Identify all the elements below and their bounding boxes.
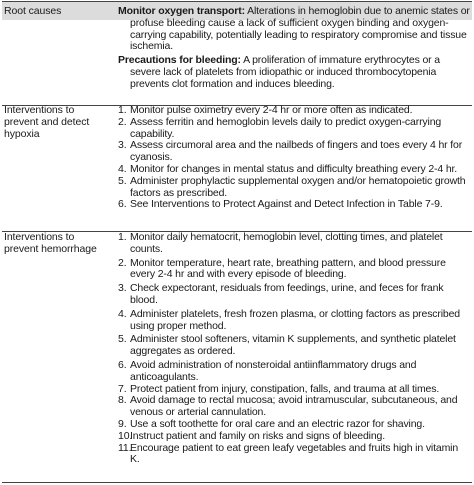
list-item bbox=[118, 176, 470, 200]
item-number: 3. bbox=[118, 282, 127, 295]
item-number: 2. bbox=[118, 115, 127, 128]
item-text: Monitor daily hematocrit, hemoglobin level, clotting times, and platelet counts. bbox=[130, 231, 443, 255]
item-number: 5. bbox=[118, 174, 127, 187]
paragraph-heading: Monitor oxygen transport: bbox=[118, 5, 245, 17]
intervention-list bbox=[118, 105, 470, 211]
list-item bbox=[118, 334, 470, 358]
paragraph-text: Alterations in hemoglobin due to anemic states or profuse bleeding cause a lack of sufficient oxygen binding and oxygen-carrying capability, potentially leading to respiratory compromise and tissue ischemia. bbox=[130, 5, 470, 53]
list-item bbox=[118, 283, 470, 307]
item-text: Avoid damage to rectal mucosa; avoid intramuscular, subcutaneous, and venous or arterial cannulation. bbox=[130, 394, 458, 419]
item-text: Encourage patient to eat green leafy vegetables and fruits high in vitamin K. bbox=[130, 441, 459, 466]
item-text: Instruct patient and family on risks and signs of bleeding. bbox=[130, 429, 385, 442]
item-number: 6. bbox=[118, 198, 127, 211]
item-number: 10. bbox=[118, 429, 133, 442]
row-label: Root causes bbox=[4, 5, 62, 17]
intervention-list bbox=[118, 232, 470, 466]
table-row-root-causes bbox=[2, 2, 472, 106]
paragraph-bleeding-precautions bbox=[118, 55, 470, 90]
item-number: 6. bbox=[118, 358, 127, 371]
care-table bbox=[2, 1, 472, 483]
item-number: 5. bbox=[118, 333, 127, 346]
paragraph-heading: Precautions for bleeding: bbox=[118, 54, 241, 67]
item-text: Administer platelets, fresh frozen plasma, or clotting factors as prescribed using proper method. bbox=[130, 307, 460, 332]
item-text: Assess ferritin and hemoglobin levels daily to predict oxygen-carrying capability. bbox=[130, 115, 442, 140]
item-text: Monitor temperature, heart rate, breathing pattern, and blood pressure every 2-4 hr and with every episode of bleeding. bbox=[130, 256, 446, 281]
row-content bbox=[118, 6, 470, 91]
item-text: Monitor pulse oximetry every 2-4 hr or more often as indicated. bbox=[130, 104, 413, 116]
item-number: 1. bbox=[118, 104, 127, 116]
item-number: 2. bbox=[118, 256, 127, 269]
item-text: Avoid administration of nonsteroidal antiinflammatory drugs and anticoagulants. bbox=[130, 358, 417, 383]
list-item bbox=[118, 309, 470, 333]
table-row-hypoxia bbox=[2, 105, 472, 232]
list-item bbox=[118, 395, 470, 419]
item-number: 11. bbox=[118, 441, 132, 454]
item-number: 4. bbox=[118, 307, 127, 320]
list-item bbox=[118, 140, 470, 164]
list-item bbox=[118, 117, 470, 141]
row-content bbox=[118, 105, 470, 211]
item-text: Administer prophylactic supplemental oxygen and/or hematopoietic growth factors as prescribed. bbox=[130, 174, 466, 199]
table-row-hemorrhage bbox=[2, 231, 472, 482]
item-number: 9. bbox=[118, 417, 127, 430]
item-text: Check expectorant, residuals from feedings, urine, and feces for frank blood. bbox=[130, 282, 444, 306]
item-text: Assess circumoral area and the nailbeds of fingers and toes every 4 hr for cyanosis. bbox=[130, 139, 463, 164]
list-item bbox=[118, 258, 470, 282]
item-number: 8. bbox=[118, 394, 127, 407]
paragraph-oxygen-transport bbox=[118, 6, 470, 53]
item-number: 1. bbox=[118, 231, 127, 243]
item-number: 7. bbox=[118, 382, 127, 395]
item-text: Protect patient from injury, constipation, falls, and trauma at all times. bbox=[130, 382, 440, 395]
item-text: Administer stool softeners, vitamin K supplements, and synthetic platelet aggregates as ordered. bbox=[130, 333, 456, 358]
item-number: 4. bbox=[118, 162, 127, 175]
item-text: See Interventions to Protect Against and Detect Infection in Table 7-9. bbox=[130, 198, 443, 211]
item-text: Monitor for changes in mental status and difficulty breathing every 2-4 hr. bbox=[130, 162, 458, 175]
paragraph-text: A proliferation of immature erythrocytes or a severe lack of platelets from idiopathic or induced thrombocytopenia prevents clot formation and induces bleeding. bbox=[130, 54, 440, 90]
row-label: Interventions to prevent and detect hypoxia bbox=[4, 104, 90, 140]
list-item bbox=[118, 199, 470, 211]
list-item bbox=[118, 443, 470, 467]
row-label: Interventions to prevent hemorrhage bbox=[4, 231, 97, 255]
list-item bbox=[118, 360, 470, 384]
list-item bbox=[118, 232, 470, 256]
row-content bbox=[118, 232, 470, 466]
item-text: Use a soft toothette for oral care and an electric razor for shaving. bbox=[130, 417, 425, 430]
item-number: 3. bbox=[118, 139, 127, 152]
